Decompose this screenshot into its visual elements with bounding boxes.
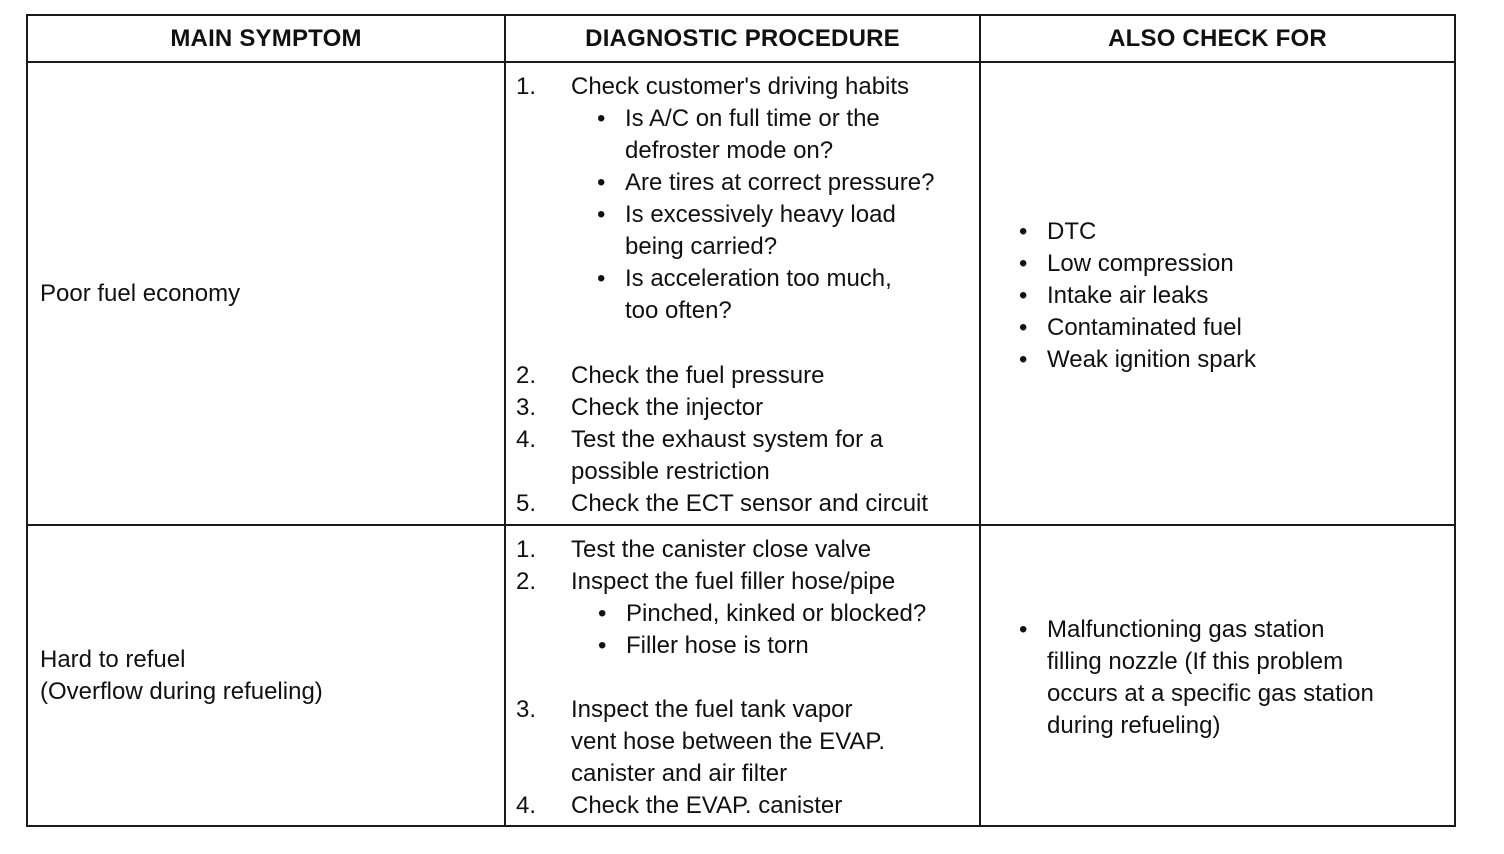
step-number: 3. [516, 394, 537, 421]
symptom-line: Poor fuel economy [40, 279, 241, 307]
step-text: Check the fuel pressure [571, 362, 825, 389]
also-item [1019, 216, 1096, 248]
step-text: Test the canister close valve [571, 536, 872, 563]
bullet-glyph: • [1019, 250, 1028, 277]
step-text: Check the injector [571, 394, 764, 421]
step-text: Check the EVAP. canister [571, 792, 843, 819]
step-text: Check customer's driving habits [571, 73, 910, 100]
step-number: 1. [516, 73, 537, 100]
bullet-glyph: • [598, 600, 607, 627]
bullet-glyph: • [1019, 314, 1028, 341]
bullet-glyph: • [1019, 218, 1028, 245]
bullet-text: too often? [625, 297, 732, 324]
symptom-line: (Overflow during refueling) [40, 677, 323, 705]
procedure-bullet [598, 630, 809, 662]
also-item-cont [1047, 678, 1374, 710]
step-number: 5. [516, 490, 537, 517]
also-item [1019, 280, 1208, 312]
also-text: Weak ignition spark [1047, 346, 1256, 373]
row-1-symptom [28, 63, 504, 524]
procedure-step [516, 424, 883, 456]
procedure-bullet [597, 199, 896, 231]
step-text: Inspect the fuel tank vapor [571, 696, 853, 723]
procedure-step [516, 534, 871, 566]
procedure-bullet [597, 263, 892, 295]
header-diagnostic-procedure: DIAGNOSTIC PROCEDURE [585, 25, 900, 52]
procedure-step [516, 566, 895, 598]
procedure-step [516, 488, 928, 520]
procedure-bullet [597, 167, 934, 199]
bullet-glyph: • [1019, 282, 1028, 309]
procedure-bullet [598, 598, 926, 630]
header-main-symptom: MAIN SYMPTOM [170, 25, 362, 52]
procedure-step-cont [571, 726, 885, 758]
symptom-line: Hard to refuel [40, 645, 186, 673]
step-number: 4. [516, 426, 537, 453]
bullet-text: Is A/C on full time or the [625, 105, 880, 132]
step-text: Inspect the fuel filler hose/pipe [571, 568, 896, 595]
bullet-glyph: • [597, 265, 606, 292]
also-text: Intake air leaks [1047, 282, 1209, 309]
row-1-procedure [506, 63, 979, 524]
also-text: DTC [1047, 218, 1097, 245]
also-item [1019, 312, 1242, 344]
also-text: occurs at a specific gas station [1047, 680, 1374, 707]
also-item [1019, 248, 1234, 280]
bullet-glyph: • [1019, 616, 1028, 643]
row-2-also-check [981, 526, 1454, 825]
bullet-text: Filler hose is torn [626, 632, 809, 659]
row-2-procedure [506, 526, 979, 825]
step-number: 3. [516, 696, 537, 723]
step-text: vent hose between the EVAP. [571, 728, 886, 755]
bullet-text: being carried? [625, 233, 778, 260]
procedure-step-cont [571, 456, 770, 488]
bullet-glyph: • [1019, 346, 1028, 373]
bullet-glyph: • [597, 105, 606, 132]
procedure-bullet-cont [625, 231, 777, 263]
header-also-check-for: ALSO CHECK FOR [1108, 25, 1327, 52]
step-text: Test the exhaust system for a [571, 426, 884, 453]
step-number: 2. [516, 362, 537, 389]
procedure-step-cont [571, 758, 787, 790]
step-number: 4. [516, 792, 537, 819]
bullet-glyph: • [597, 169, 606, 196]
also-item-cont [1047, 710, 1220, 742]
procedure-bullet-cont [625, 295, 732, 327]
procedure-step [516, 694, 853, 726]
row-2-symptom [28, 526, 504, 825]
procedure-bullet [597, 103, 880, 135]
diagnostic-table [26, 14, 1456, 827]
bullet-text: defroster mode on? [625, 137, 834, 164]
bullet-text: Pinched, kinked or blocked? [626, 600, 927, 627]
step-text: Check the ECT sensor and circuit [571, 490, 929, 517]
also-text: Low compression [1047, 250, 1234, 277]
row-1-also-check [981, 63, 1454, 524]
step-number: 1. [516, 536, 537, 563]
procedure-step [516, 392, 763, 424]
also-item-cont [1047, 646, 1343, 678]
procedure-step [516, 360, 824, 392]
also-item [1019, 614, 1325, 646]
also-text: Malfunctioning gas station [1047, 616, 1325, 643]
bullet-glyph: • [598, 632, 607, 659]
also-text: Contaminated fuel [1047, 314, 1242, 341]
step-text: canister and air filter [571, 760, 788, 787]
procedure-step [516, 71, 909, 103]
also-item [1019, 344, 1256, 376]
procedure-step [516, 790, 842, 822]
procedure-bullet-cont [625, 135, 833, 167]
step-text: possible restriction [571, 458, 770, 485]
bullet-text: Is acceleration too much, [625, 265, 892, 292]
step-number: 2. [516, 568, 537, 595]
bullet-text: Are tires at correct pressure? [625, 169, 935, 196]
bullet-text: Is excessively heavy load [625, 201, 896, 228]
also-text: filling nozzle (If this problem [1047, 648, 1344, 675]
also-text: during refueling) [1047, 712, 1221, 739]
bullet-glyph: • [597, 201, 606, 228]
